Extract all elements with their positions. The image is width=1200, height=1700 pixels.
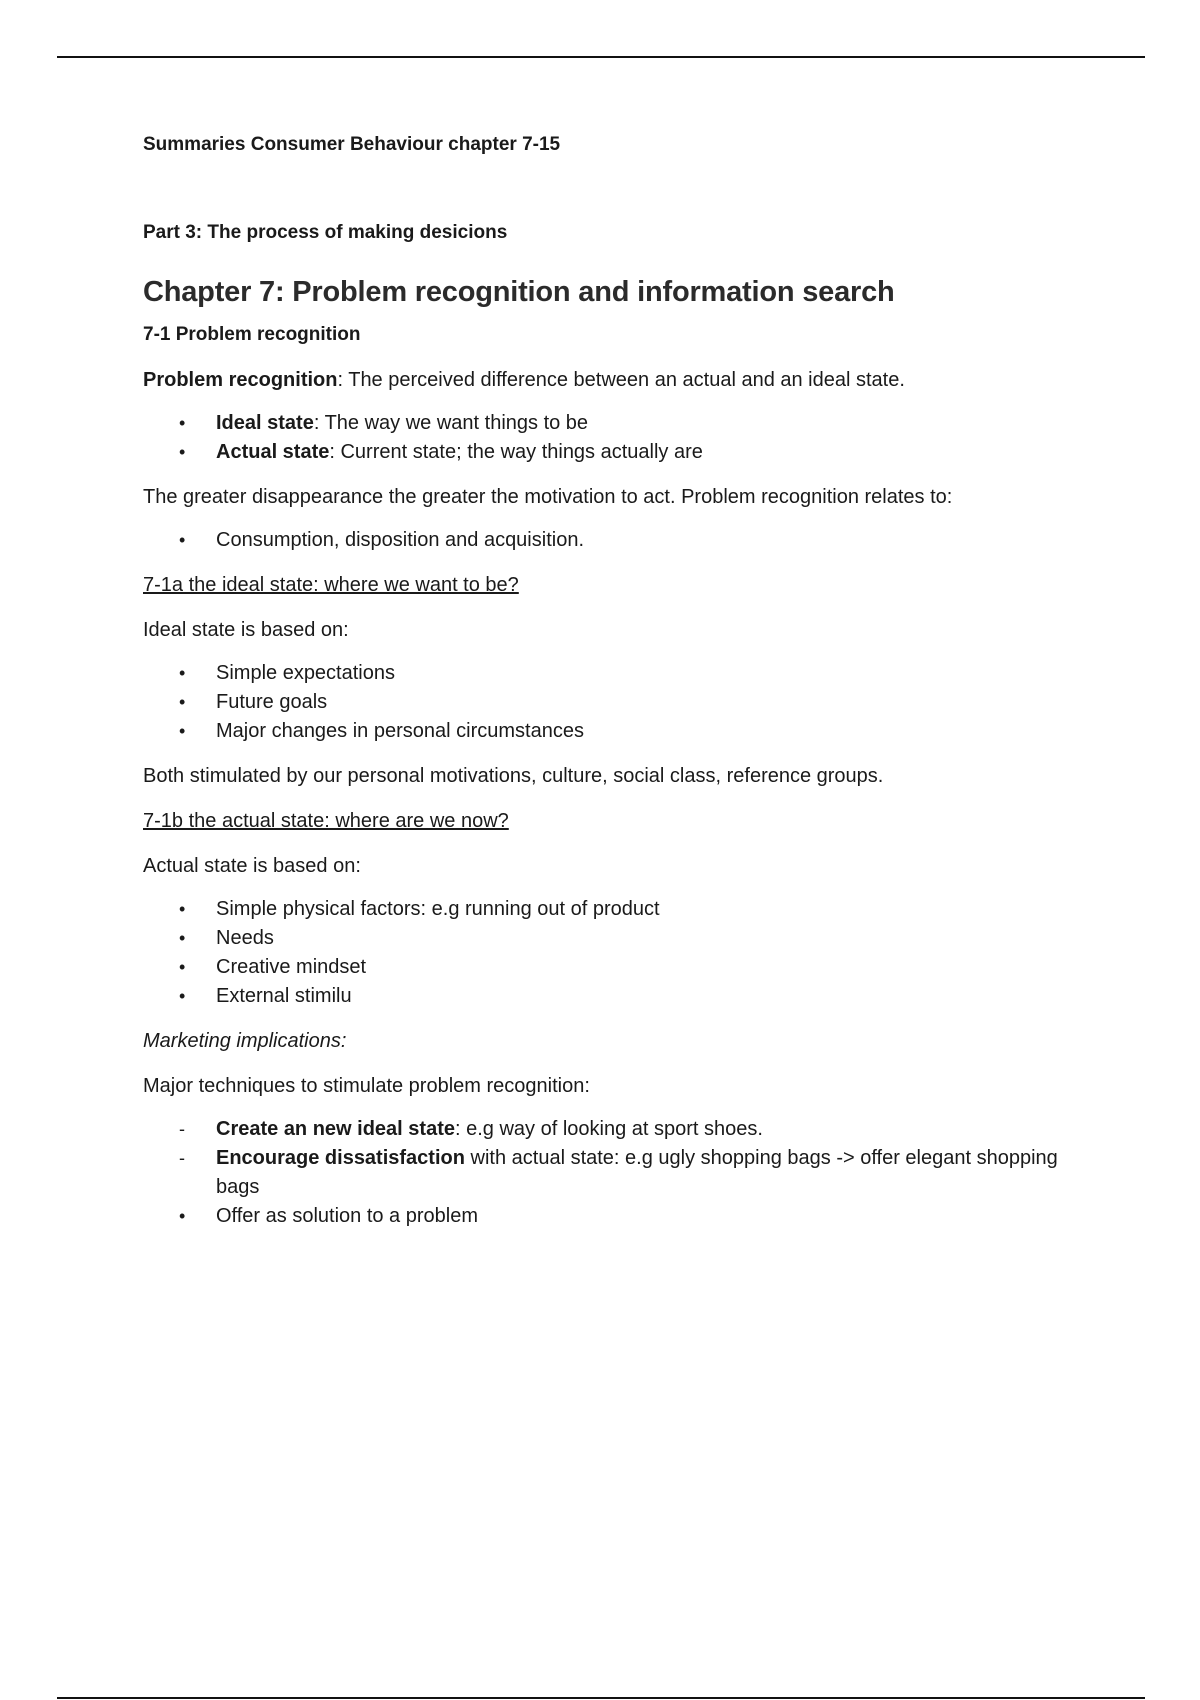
list-item [143,953,1103,982]
part-heading: Part 3: The process of making desicions [143,222,508,243]
list-item-text: Offer as solution to a problem [216,1205,478,1227]
ideal-list [143,659,1103,746]
list-item-text: External stimilu [216,985,352,1007]
list-item [143,1144,1103,1202]
ideal-intro: Ideal state is based on: [143,619,349,641]
dash-marker [179,1144,199,1173]
bullet-marker [179,659,199,688]
subsection-heading: 7-1b the actual state: where are we now? [143,810,509,832]
list-item [143,982,1103,1011]
document-body [143,130,1103,1231]
list-item-text: : Current state; the way things actually are [329,441,703,463]
list-item-text: Simple expectations [216,662,395,684]
bullet-marker [179,1202,199,1231]
bullet-marker [179,924,199,953]
actual-intro: Actual state is based on: [143,855,361,877]
list-item-text: Consumption, disposition and acquisition. [216,529,584,551]
list-item-text: : The way we want things to be [313,412,589,434]
actual-list [143,895,1103,1011]
techniques-intro: Major techniques to stimulate problem recognition: [143,1075,590,1097]
list-item [143,1115,1103,1144]
list-item-term: Actual state [216,441,330,463]
list-item [143,1202,1103,1231]
dash-marker [179,1115,199,1144]
states-list [143,409,1103,467]
list-item-text: Needs [216,927,274,949]
techniques-list [143,1115,1103,1231]
list-item-term: Create an new ideal state [216,1118,455,1140]
list-item-text: Creative mindset [216,956,367,978]
definition-paragraph [143,365,1103,395]
list-item [143,438,1103,467]
list-item-text: : e.g way of looking at sport shoes. [454,1118,763,1140]
bullet-marker [179,409,199,438]
bullet-marker [179,982,199,1011]
list-item [143,526,1103,555]
bullet-marker [179,438,199,467]
bullet-marker [179,717,199,746]
stimulated-paragraph: Both stimulated by our personal motivations, culture, social class, reference groups. [143,765,884,787]
list-item [143,688,1103,717]
bullet-marker [179,688,199,717]
chapter-heading: Chapter 7: Problem recognition and information search [143,276,895,308]
bottom-rule [57,1697,1145,1699]
motivation-paragraph: The greater disappearance the greater the motivation to act. Problem recognition relates to: [143,486,953,508]
definition-term: Problem recognition [143,369,338,391]
list-item-text: Future goals [216,691,328,713]
list-item [143,659,1103,688]
marketing-heading: Marketing implications: [143,1030,347,1052]
list-item-term: Ideal state [216,412,314,434]
bullet-marker [179,526,199,555]
list-item [143,924,1103,953]
section-heading: 7-1 Problem recognition [143,324,361,345]
document-title: Summaries Consumer Behaviour chapter 7-15 [143,134,561,155]
relates-list [143,526,1103,555]
list-item [143,409,1103,438]
list-item-text: with actual state: e.g ugly shopping bags -> offer elegant shopping bags [216,1147,1058,1198]
bullet-marker [179,953,199,982]
top-rule [57,56,1145,58]
list-item-text: Major changes in personal circumstances [216,720,584,742]
bullet-marker [179,895,199,924]
list-item [143,895,1103,924]
list-item [143,717,1103,746]
list-item-term: Encourage dissatisfaction [216,1147,465,1169]
definition-text: : The perceived difference between an actual and an ideal state. [337,369,905,391]
subsection-heading: 7-1a the ideal state: where we want to be? [143,574,519,596]
list-item-text: Simple physical factors: e.g running out of product [216,898,660,920]
